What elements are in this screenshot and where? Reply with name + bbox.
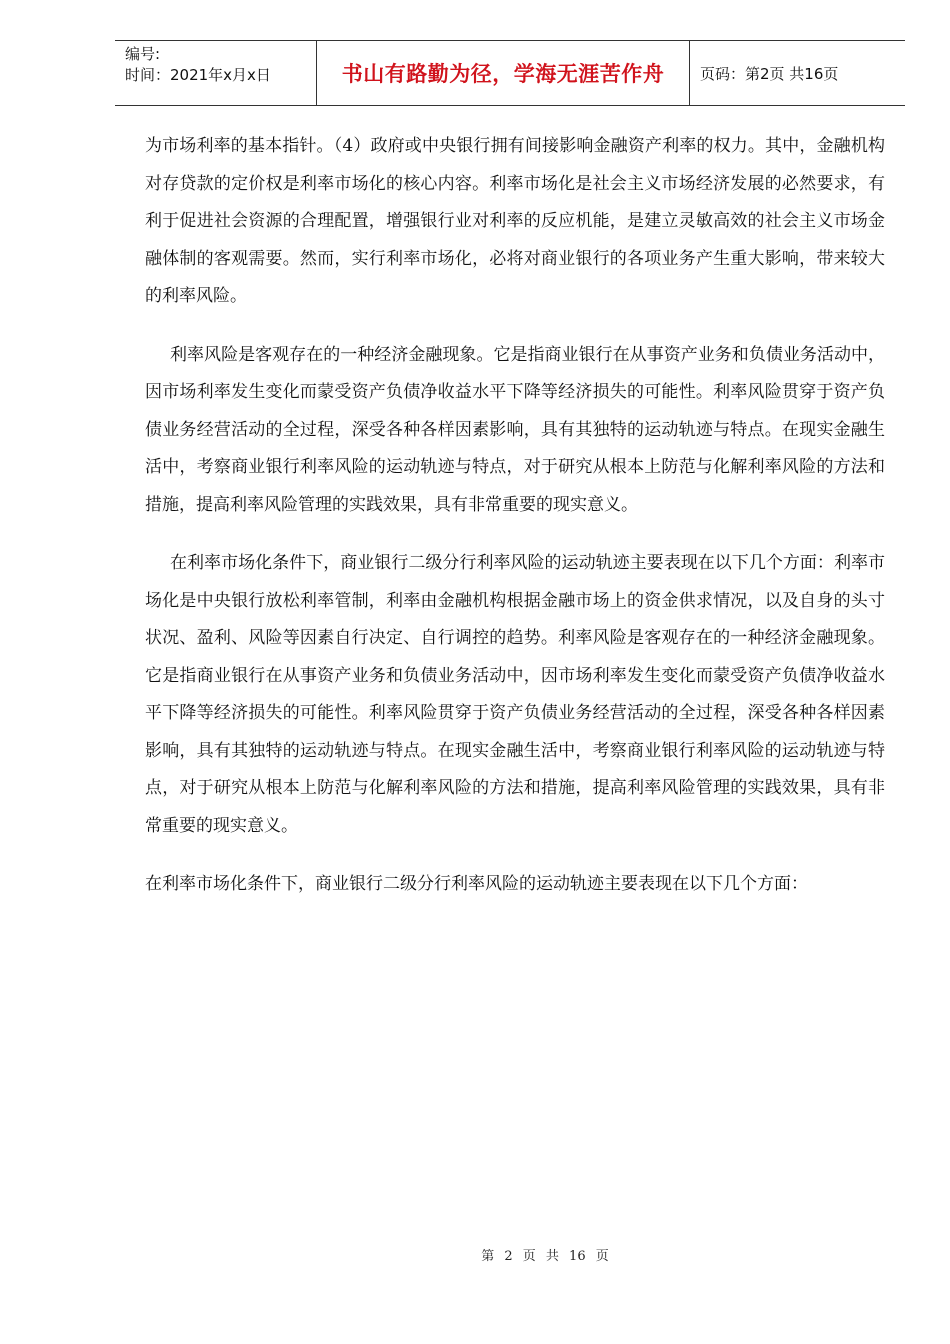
document-body <box>145 128 885 925</box>
header-meta-cell <box>115 41 317 105</box>
header-page-info: 页码：第2页 共16页 <box>700 64 839 83</box>
serial-label: 编号: <box>125 45 161 63</box>
page-footer: 第 2 页 共 16 页 <box>481 1249 609 1264</box>
paragraph-closing-line: 在利率市场化条件下，商业银行二级分行利率风险的运动轨迹主要表现在以下几个方面： <box>145 874 808 894</box>
paragraph-continuation: 为市场利率的基本指针。（4）政府或中央银行拥有间接影响金融资产利率的权力。其中，金融机构对存贷款的定价权是利率市场化的核心内容。利率市场化是社会主义市场经济发展的必然要求，有利于促进社会资源的合理配置，增强银行业对利率的反应机能，是建立灵敏高效的社会主义市场金融体制的客观需要。然而，实行利率市场化，必将对商业银行的各项业务产生重大影响，带来较大的利率风险。 <box>145 136 885 306</box>
header-motto: 书山有路勤为径，学海无涯苦作舟 <box>317 41 690 105</box>
time-label: 时间：2021年x月x日 <box>125 66 271 84</box>
page-header <box>115 40 905 106</box>
paragraph-market-conditions: 在利率市场化条件下，商业银行二级分行利率风险的运动轨迹主要表现在以下几个方面：利率市场化是中央银行放松利率管制，利率由金融机构根据金融市场上的资金供求情况，以及自身的头寸状况、盈利、风险等因素自行决定、自行调控的趋势。利率风险是客观存在的一种经济金融现象。它是指商业银行在从事资产业务和负债业务活动中，因市场利率发生变化而蒙受资产负债净收益水平下降等经济损失的可能性。利率风险贯穿于资产负债业务经营活动的全过程，深受各种各样因素影响，具有其独特的运动轨迹与特点。在现实金融生活中，考察商业银行利率风险的运动轨迹与特点，对于研究从根本上防范与化解利率风险的方法和措施，提高利率风险管理的实践效果，具有非常重要的现实意义。 <box>145 553 885 836</box>
paragraph-interest-risk-definition: 利率风险是客观存在的一种经济金融现象。它是指商业银行在从事资产业务和负债业务活动中，因市场利率发生变化而蒙受资产负债净收益水平下降等经济损失的可能性。利率风险贯穿于资产负债业务经营活动的全过程，深受各种各样因素影响，具有其独特的运动轨迹与特点。在现实金融生活中，考察商业银行利率风险的运动轨迹与特点，对于研究从根本上防范与化解利率风险的方法和措施，提高利率风险管理的实践效果，具有非常重要的现实意义。 <box>145 344 885 515</box>
